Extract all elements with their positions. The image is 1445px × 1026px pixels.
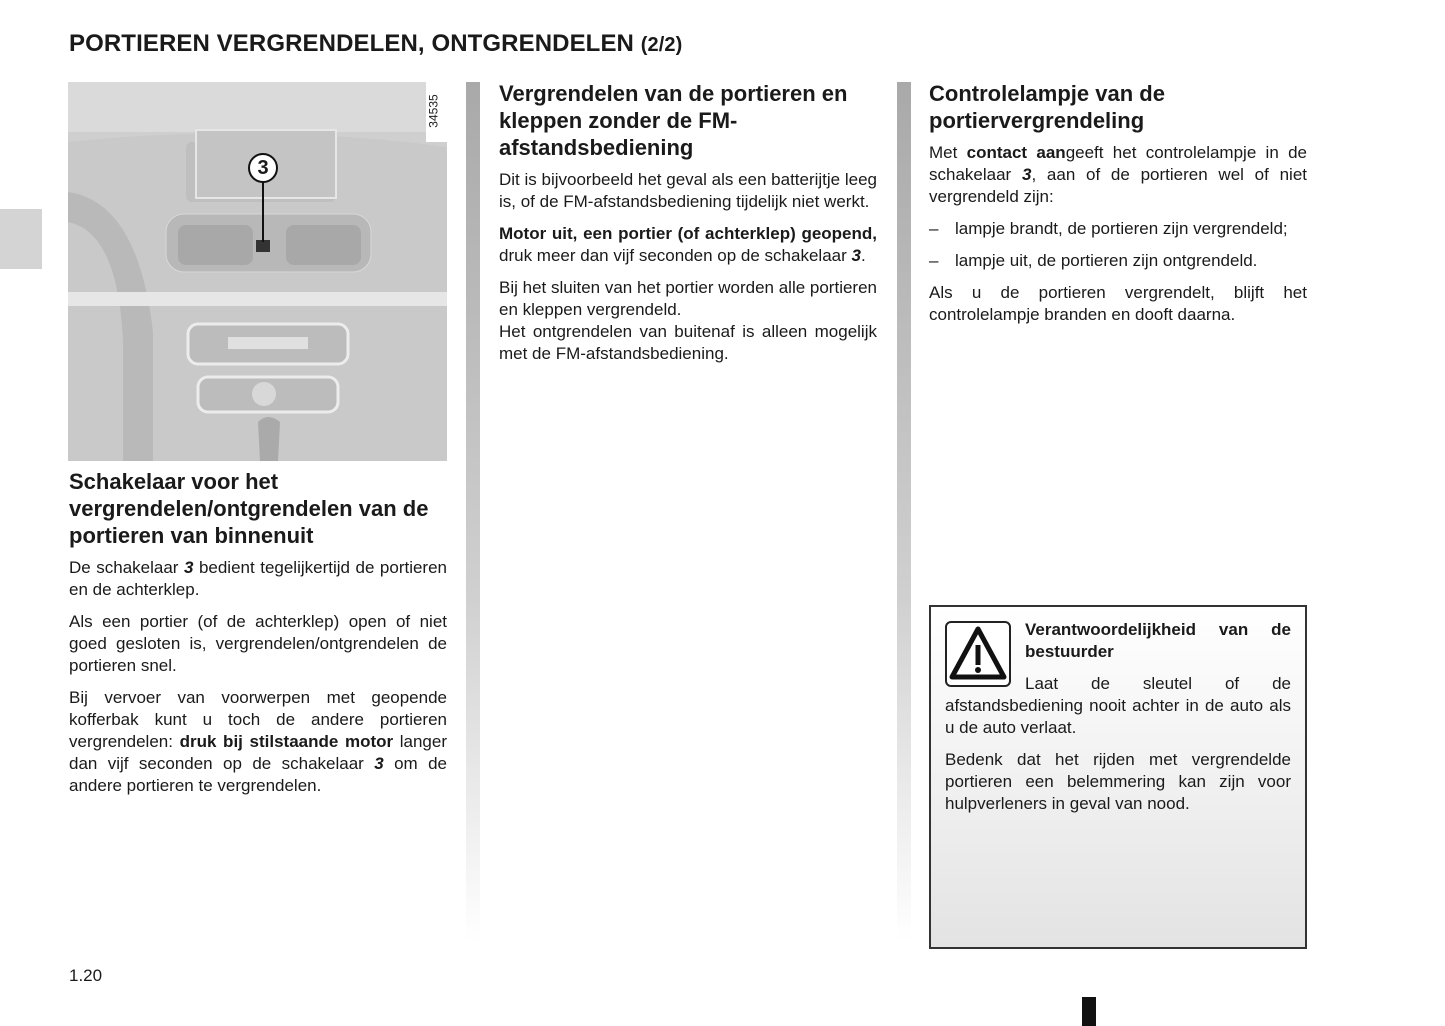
column-divider [466, 82, 480, 942]
column-2 [499, 80, 877, 375]
dashboard-illustration [68, 82, 447, 461]
paragraph: Dit is bijvoorbeeld het geval als een batterijtje leeg is, of de FM-afstandsbediening tijdelijk niet werkt. [499, 170, 878, 211]
paragraph: Motor uit, een portier (of achterklep) geopend, druk meer dan vijf seconden op de schakelaar 3. [499, 224, 877, 265]
paragraph: Als een portier (of de achterklep) open of niet goed gesloten is, vergrendelen/ontgrendelen de portieren snel. [69, 612, 447, 675]
title-main: PORTIEREN VERGRENDELEN, ONTGRENDELEN [69, 30, 634, 57]
paragraph: Met contact aangeeft het controlelampje in de schakelaar 3, aan of de portieren wel of niet vergrendeld zijn: [929, 143, 1308, 206]
warning-text: Laat de sleutel of de afstandsbediening nooit achter in de auto als u de auto verlaat. [945, 674, 1291, 737]
callout-number: 3 [257, 157, 269, 179]
column-divider [897, 82, 911, 942]
title-suffix: (2/2) [640, 34, 683, 56]
page-title [69, 30, 682, 58]
warning-text: Bedenk dat het rijden met vergrendelde portieren een belemmering kan zijn voor hulpverleners in geval van nood. [945, 750, 1291, 813]
warning-triangle-icon [945, 621, 1011, 687]
paragraph: De schakelaar 3 bedient tegelijkertijd de portieren en de achterklep. [69, 558, 448, 599]
figure-code: 34535 [426, 94, 441, 128]
section-heading: Vergrendelen van de portieren en kleppen zonder de FM-afstandsbediening [499, 81, 848, 160]
page-number: 1.20 [69, 966, 103, 985]
warning-title: Verantwoordelijkheid van de bestuurder [1025, 620, 1291, 661]
page-edge-mark [1082, 997, 1096, 1026]
paragraph: Bij het sluiten van het portier worden alle portieren en kleppen vergrendeld. [499, 278, 877, 319]
paragraph: Als u de portieren vergrendelt, blijft het controlelampje branden en dooft daarna. [929, 283, 1307, 324]
list-item: – lampje uit, de portieren zijn ontgrendeld. [929, 251, 1258, 270]
paragraph: Het ontgrendelen van buitenaf is alleen mogelijk met de FM-afstandsbediening. [499, 322, 877, 363]
warning-box [929, 605, 1307, 949]
column-1 [69, 468, 447, 807]
paragraph: Bij vervoer van voorwerpen met geopende kofferbak kunt u toch de andere portieren vergrendelen: druk bij stilstaande motor langer dan vijf seconden op de schakelaar 3 om de andere portieren te vergrendelen. [69, 688, 448, 795]
column-3 [929, 80, 1307, 336]
section-tab [0, 209, 42, 269]
section-heading: Controlelampje van de portiervergrendeling [929, 81, 1165, 133]
section-heading: Schakelaar voor het vergrendelen/ontgrendelen van de portieren van binnenuit [69, 469, 429, 548]
list-item: – lampje brandt, de portieren zijn vergrendeld; [929, 219, 1288, 238]
